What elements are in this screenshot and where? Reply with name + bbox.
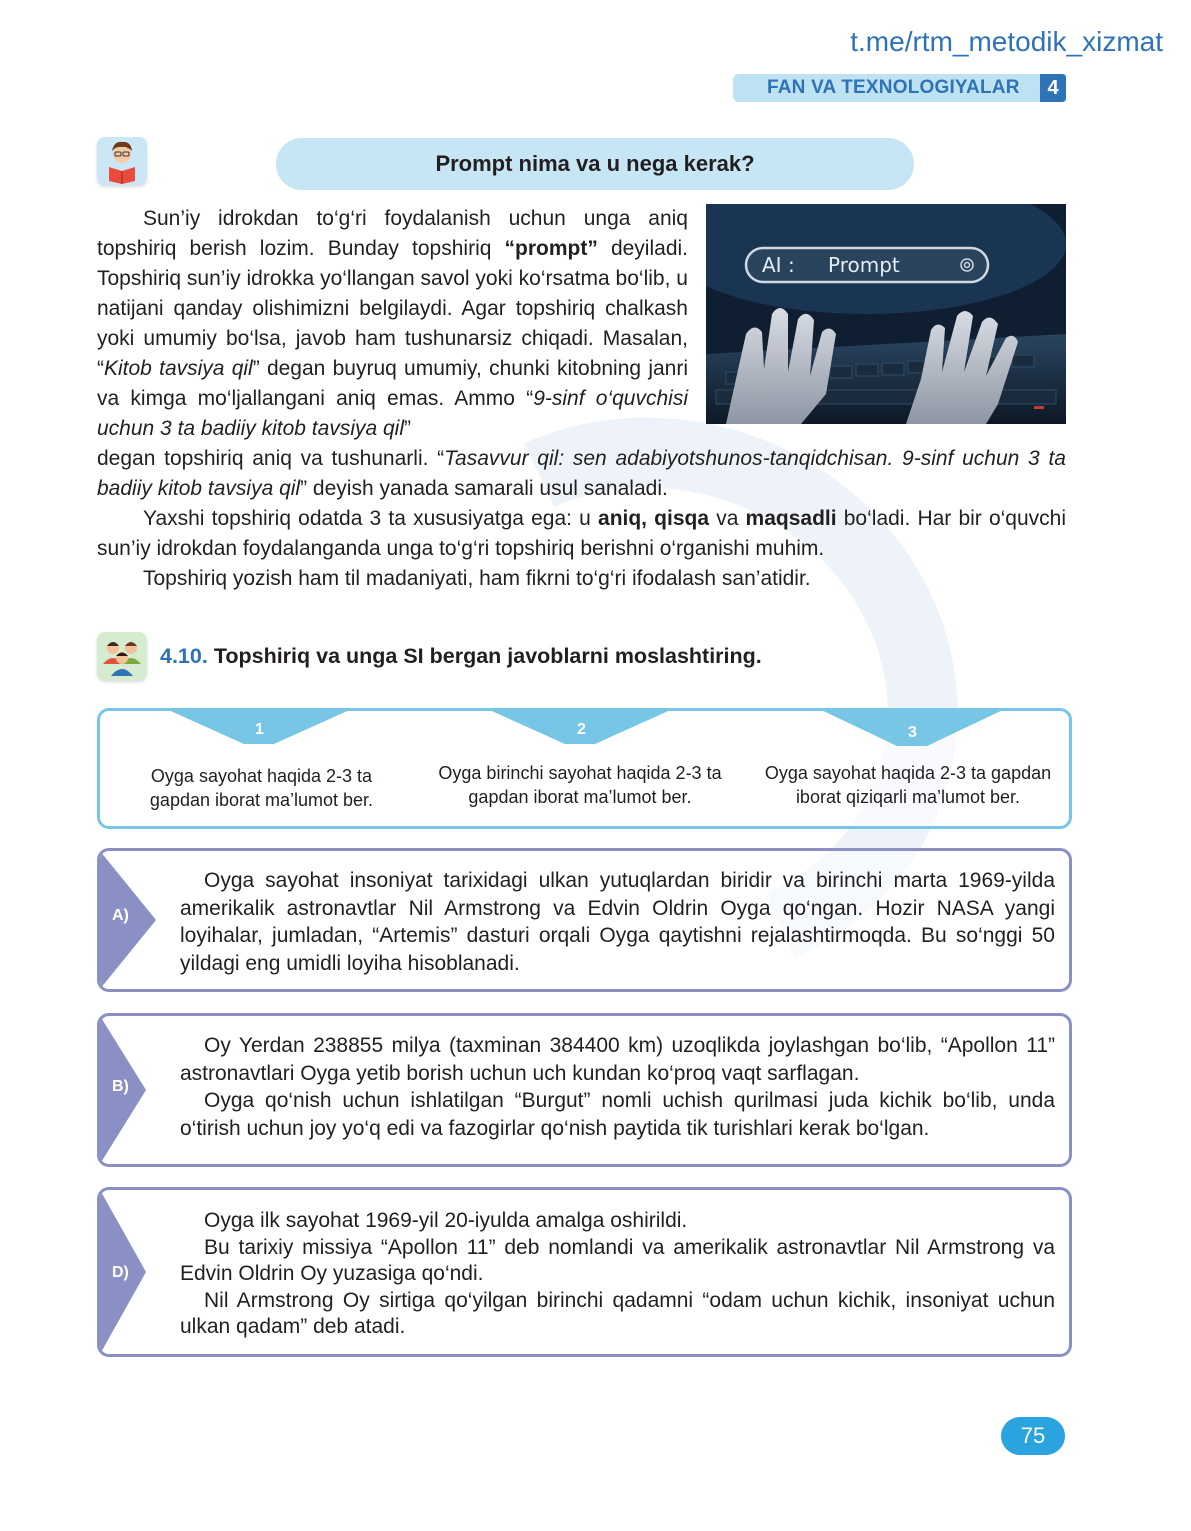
section-title: Prompt nima va u nega kerak? — [276, 138, 914, 190]
task-number: 4.10. — [160, 644, 208, 668]
intro-text-p1 — [97, 204, 688, 444]
photo-badge-prefix: AI : — [762, 253, 795, 277]
intro-paragraph-1 — [97, 204, 688, 444]
prompts-box — [97, 708, 1072, 829]
answer-card-d — [97, 1187, 1072, 1357]
p1-run-3: Kitob tavsiya qil — [104, 357, 253, 380]
page-number: 75 — [1001, 1417, 1065, 1455]
p1-run-2: deyiladi. Topshiriq sun’iy idrokka yo‘llangan savol yoki ko‘rsatma bo‘lib, u natijani qanday olishimizni belgilaydi. Agar topshiriq chalkash yoki umumiy bo‘lsa, javob ham tushunarsiz chiqadi. Masalan, “ — [97, 237, 688, 380]
p1-run-1: “prompt” — [504, 237, 598, 260]
p1c-run-1: Tasavvur qil: sen adabiyotshunos-tanqidchisan. 9-sinf uchun 3 ta badiiy kitob tavsiya qil — [97, 447, 1066, 500]
student-reading-icon — [97, 137, 147, 185]
answer-a-paragraph: Oyga sayohat insoniyat tarixidagi ulkan yutuqlardan biridir va birinchi marta 1969-yilda amerikalik astronavtlar Nil Armstrong va Edvin Oldrin Oyga qo‘ngan. Hozir NASA yangi loyihalar, jumladan, “Artemis” dasturi orqali Oyga qaytishni rejalashtirmoqda. Bu so‘nggi 50 yildagi eng umidli loyiha hisoblanadi. — [180, 869, 1055, 975]
p2-run-4: bo‘ladi. Har bir o‘quvchi sun’iy idrokdan foydalanganda unga to‘g‘ri topshiriq berishni o‘rganishi muhim. — [97, 507, 1067, 560]
intro-text-p2 — [97, 504, 1066, 564]
ai-prompt-photo — [706, 204, 1066, 424]
prompt-text-3: Oyga sayohat haqida 2-3 ta gapdan iborat qiziqarli ma’lumot ber. — [764, 763, 1052, 807]
answer-d-paragraph-1: Oyga ilk sayohat 1969-yil 20-iyulda amalga oshirildi. — [204, 1209, 688, 1232]
answer-d-paragraph-3: Nil Armstrong Oy sirtiga qo‘yilgan birinchi qadamni “odam uchun kichik, insoniyat uchun ulkan qadam” deb atadi. — [180, 1288, 1055, 1338]
intro-paragraph-2 — [97, 444, 1066, 594]
answer-marker-a — [100, 851, 170, 989]
intro-text-p1-cont — [97, 444, 1066, 504]
prompt-number-2: 2 — [577, 721, 586, 738]
p2-run-3: maqsadli — [745, 507, 837, 530]
p2-run-2: va — [709, 507, 746, 530]
p2-run-1: aniq, qisqa — [598, 507, 710, 530]
prompt-text-1: Oyga sayohat haqida 2-3 ta gapdan iborat ma’lumot ber. — [149, 766, 374, 810]
p1-run-5: 9-sinf o‘quvchisi uchun 3 ta badiiy kitob tavsiya qil — [97, 387, 688, 440]
task-heading — [160, 644, 762, 669]
answer-text-d — [180, 1208, 1055, 1341]
answer-letter-a: A) — [112, 907, 129, 924]
answer-letter-d: D) — [112, 1264, 129, 1281]
section-label: FAN VA TEXNOLOGIYALAR — [767, 77, 1020, 98]
p1c-run-0: degan topshiriq aniq va tushunarli. “ — [97, 447, 445, 470]
answer-card-a — [97, 848, 1072, 992]
p1c-run-2: ” deyish yanada samarali usul sanaladi. — [300, 477, 668, 500]
answer-b-paragraph-1: Oy Yerdan 238855 milya (taxminan 384400 km) uzoqlikda joylashgan bo‘lib, “Apollon 11” astronavtlari Oyga yetib borish uchun uch kundan ko‘proq vaqt sarflagan. — [180, 1034, 1055, 1085]
group-work-icon — [97, 632, 147, 680]
answer-d-paragraph-2: Bu tarixiy missiya “Apollon 11” deb nomlandi va amerikalik astronavtlar Nil Armstrong va Edvin Oldrin Oy yuzasiga qo‘ndi. — [180, 1235, 1055, 1285]
p1-run-4: ” degan buyruq umumiy, chunki kitobning janri va kimga mo‘ljallangani aniq emas. Ammo “ — [97, 357, 688, 410]
telegram-link[interactable]: t.me/rtm_metodik_xizmat — [850, 26, 1163, 57]
p2-run-0: Yaxshi topshiriq odatda 3 ta xususiyatga ega: u — [143, 507, 599, 530]
prompt-number-3: 3 — [908, 724, 917, 741]
answer-b-paragraph-2: Oyga qo‘nish uchun ishlatilgan “Burgut” nomli uchish qurilmasi juda kichik bo‘lib, unda o‘tirish uchun joy yo‘q edi va fazogirlar qo‘nish paytida tik turishlari kerak bo‘lgan. — [180, 1089, 1055, 1140]
intro-text-p3: Topshiriq yozish ham til madaniyati, ham fikrni to‘g‘ri ifodalash san’atidir. — [143, 567, 811, 590]
answer-text-a — [180, 867, 1055, 977]
p1-run-6: ” — [404, 417, 412, 440]
prompt-text-2: Oyga birinchi sayohat haqida 2-3 ta gapdan iborat ma’lumot ber. — [438, 763, 722, 807]
task-text: Topshiriq va unga SI bergan javoblarni moslashtiring. — [213, 644, 762, 668]
p1-run-0: Sun’iy idrokdan to‘g‘ri foydalanish uchun unga aniq topshiriq berish lozim. Bunday topshiriq — [97, 207, 688, 260]
answer-card-b — [97, 1013, 1072, 1167]
prompt-number-1: 1 — [255, 721, 264, 738]
answer-marker-d — [100, 1190, 170, 1354]
photo-badge-label: Prompt — [828, 253, 900, 277]
answer-marker-b — [100, 1016, 170, 1164]
answer-letter-b: B) — [112, 1078, 129, 1095]
answer-text-b — [180, 1032, 1055, 1142]
section-number: 4 — [1040, 74, 1066, 102]
